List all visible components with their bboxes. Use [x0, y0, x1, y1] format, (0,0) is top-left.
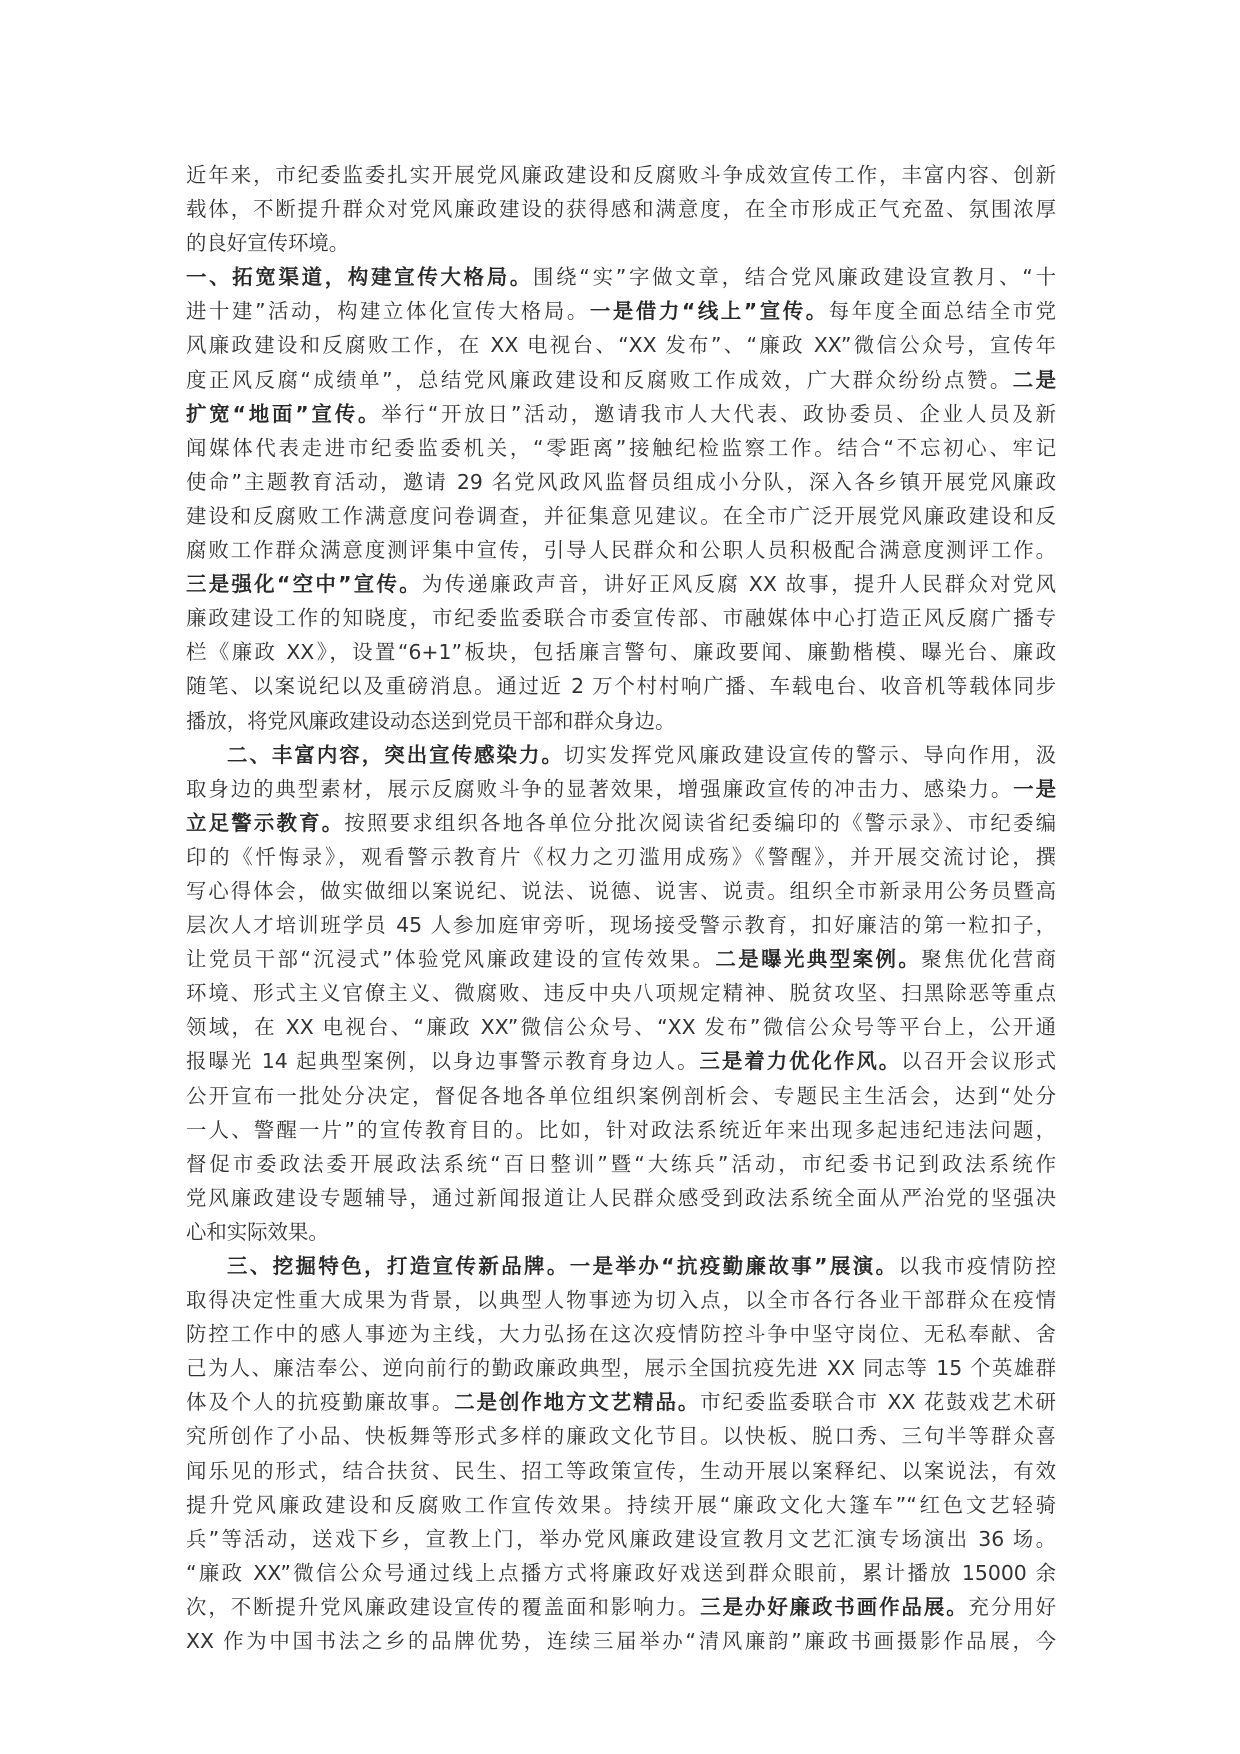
body-text: 进十建”活动，构建立体化宣传大格局。	[186, 299, 590, 324]
bold-heading-text: 三、挖掘特色，打造宣传新品牌。一是举办“抗疫勤廉故事”展演。	[227, 1254, 899, 1278]
body-text: 廉政建设工作的知晓度，市纪委监委联合市委宣传部、市融媒体中心打造正风反腐广播专	[186, 606, 1056, 631]
text-line	[186, 704, 1056, 738]
body-text: 督促市委政法委开展政法系统“百日整训”暨“大练兵”活动，市纪委书记到政法系统作	[186, 1151, 1056, 1176]
text-line	[186, 1488, 1056, 1522]
text-line	[186, 772, 1056, 806]
body-text: 载体，不断提升群众对党风廉政建设的获得感和满意度，在全市形成正气充盈、氛围浓厚	[186, 197, 1056, 222]
body-text: 腐败工作群众满意度测评集中宣传，引导人民群众和公职人员积极配合满意度测评工作。	[186, 538, 1056, 563]
body-text: 举行“开放日”活动，邀请我市人大代表、政协委员、企业人员及新	[381, 401, 1056, 426]
body-text: 层次人才培训班学员 45 人参加庭审旁听，现场接受警示教育，扣好廉洁的第一粒扣子，	[186, 913, 1056, 938]
text-line	[186, 499, 1056, 533]
body-text: 切实发挥党风廉政建设宣传的警示、导向作用，汲	[563, 742, 1056, 767]
text-line	[186, 942, 1056, 976]
text-line	[186, 1624, 1056, 1658]
body-text: 写心得体会，做实做细以案说纪、说法、说德、说害、说责。组织全市新录用公务员暨高	[186, 878, 1056, 903]
text-line	[186, 1181, 1056, 1215]
text-line	[186, 738, 1056, 772]
body-text: 近年来，市纪委监委扎实开展党风廉政建设和反腐败斗争成效宣传工作，丰富内容、创新	[186, 163, 1056, 187]
text-line	[186, 1079, 1056, 1113]
bold-heading-text: 三是办好廉政书画作品展。	[700, 1594, 969, 1619]
text-line	[186, 192, 1056, 226]
text-line	[186, 1351, 1056, 1385]
bold-heading-text: 扩宽“地面”宣传。	[186, 401, 382, 426]
text-line	[186, 431, 1056, 465]
body-text: XX 作为中国书法之乡的品牌优势，连续三届举办“清风廉韵”廉政书画摄影作品展，今	[186, 1629, 1056, 1654]
body-text: 栏《廉政 XX》，设置“6+1”板块，包括廉言警句、廉政要闻、廉勤楷模、曝光台、廉政	[186, 640, 1056, 665]
text-line	[186, 1010, 1056, 1044]
text-line	[186, 840, 1056, 874]
body-text: 究所创作了小品、快板舞等形式多样的廉政文化节目。以快板、脱口秀、三句半等群众喜	[186, 1424, 1056, 1449]
body-text: 聚焦优化营商	[921, 947, 1056, 972]
body-text: 让党员干部“沉浸式”体验党风廉政建设的宣传效果。	[186, 947, 716, 972]
text-line	[186, 601, 1056, 635]
text-line	[186, 908, 1056, 942]
body-text: 闻乐见的形式，结合扶贫、民生、招工等政策宣传，生动开展以案释纪、以案说法，有效	[186, 1458, 1056, 1483]
text-line	[186, 158, 1056, 192]
body-text: 党风廉政建设专题辅导，通过新闻报道让人民群众感受到政法系统全面从严治党的坚强决	[186, 1185, 1056, 1210]
text-line	[186, 1385, 1056, 1419]
body-text: 防控工作中的感人事迹为主线，大力弘扬在这次疫情防控斗争中坚守岗位、无私奉献、舍	[186, 1322, 1056, 1347]
body-text: 印的《忏悔录》，观看警示教育片《权力之刃滥用成殇》《警醒》，并开展交流讨论，撰	[186, 844, 1056, 869]
body-text: 己为人、廉洁奉公、逆向前行的勤政廉政典型，展示全国抗疫先进 XX 同志等 15 个英雄群	[186, 1356, 1056, 1381]
body-text: 为传递廉政声音，讲好正风反腐 XX 故事，提升人民群众对党风	[421, 572, 1056, 597]
text-line	[186, 363, 1056, 397]
body-text: 环境、形式主义官僚主义、微腐败、违反中央八项规定精神、脱贫攻坚、扫黑除恶等重点	[186, 981, 1056, 1006]
text-line	[186, 1044, 1056, 1078]
text-line	[186, 1522, 1056, 1556]
body-text: 度正风反腐“成绩单”，总结党风廉政建设和反腐败工作成效，广大群众纷纷点赞。	[186, 367, 1013, 392]
text-line	[186, 533, 1056, 567]
body-text: 公开宣布一批处分决定，督促各地各单位组织案例剖析会、专题民主生活会，达到“处分	[186, 1083, 1056, 1108]
text-line	[186, 635, 1056, 669]
body-text: 领域，在 XX 电视台、“廉政 XX”微信公众号、“XX 发布”微信公众号等平台上，公开通	[186, 1015, 1056, 1040]
body-text: 围绕“实”字做文章，结合党风廉政建设宣教月、“十	[533, 265, 1056, 290]
text-line	[186, 294, 1056, 328]
text-line	[186, 1147, 1056, 1181]
body-text: 体及个人的抗疫勤廉故事。	[186, 1390, 455, 1415]
text-line	[186, 465, 1056, 499]
body-text: 取得决定性重大成果为背景，以典型人物事迹为切入点，以全市各行各业干部群众在疫情	[186, 1288, 1056, 1313]
text-line	[186, 1556, 1056, 1590]
document-body	[186, 158, 1056, 1658]
text-line	[186, 567, 1056, 601]
text-line	[186, 806, 1056, 840]
text-line	[186, 397, 1056, 431]
bold-heading-text: 二、丰富内容，突出宣传感染力。	[227, 742, 564, 767]
body-text: 播放，将党风廉政建设动态送到党员干部和群众身边。	[186, 708, 676, 733]
text-line	[186, 1454, 1056, 1488]
body-text: 按照要求组织各地各单位分批次阅读省纪委编印的《警示录》、市纪委编	[344, 810, 1057, 835]
text-line	[186, 1419, 1056, 1453]
body-text: 以召开会议形式	[901, 1049, 1057, 1074]
text-line	[186, 328, 1056, 362]
text-line	[186, 260, 1056, 294]
bold-heading-text: 一是借力“线上”宣传。	[589, 299, 829, 324]
text-line	[186, 1317, 1056, 1351]
text-line	[186, 1249, 1056, 1283]
body-text: 的良好宣传环境。	[186, 231, 350, 256]
body-text: 报曝光 14 起典型案例，以身边事警示教育身边人。	[186, 1049, 700, 1074]
text-line	[186, 1590, 1056, 1624]
body-text: 以我市疫情防控	[898, 1254, 1056, 1278]
body-text: 兵”等活动，送戏下乡，宣教上门，举办党风廉政建设宣教月文艺汇演专场演出 36 场。	[186, 1526, 1056, 1551]
text-line	[186, 1215, 1056, 1249]
body-text: 闻媒体代表走进市纪委监委机关，“零距离”接触纪检监察工作。结合“不忘初心、牢记	[186, 435, 1056, 460]
bold-heading-text: 三是强化“空中”宣传。	[186, 572, 422, 597]
bold-heading-text: 一是	[1013, 776, 1056, 801]
text-line	[186, 1283, 1056, 1317]
body-text: 风廉政建设和反腐败工作，在 XX 电视台、“XX 发布”、“廉政 XX”微信公众号，宣传年	[186, 333, 1056, 358]
text-line	[186, 874, 1056, 908]
body-text: 次，不断提升党风廉政建设宣传的覆盖面和影响力。	[186, 1594, 701, 1619]
text-line	[186, 669, 1056, 703]
body-text: 市纪委监委联合市 XX 花鼓戏艺术研	[700, 1390, 1057, 1415]
body-text: “廉政 XX”微信公众号通过线上点播方式将廉政好戏送到群众眼前，累计播放 15000 余	[186, 1560, 1056, 1585]
body-text: 取身边的典型素材，展示反腐败斗争的显著效果，增强廉政宣传的冲击力、感染力。	[186, 776, 1014, 801]
bold-heading-text: 二是曝光典型案例。	[715, 947, 922, 972]
body-text: 随笔、以案说纪以及重磅消息。通过近 2 万个村村响广播、车载电台、收音机等载体同步	[186, 674, 1056, 699]
bold-heading-text: 二是	[1012, 367, 1057, 392]
body-text: 使命”主题教育活动，邀请 29 名党风政风监督员组成小分队，深入各乡镇开展党风廉政	[186, 469, 1056, 494]
body-text: 心和实际效果。	[186, 1219, 329, 1244]
bold-heading-text: 一、拓宽渠道，构建宣传大格局。	[186, 265, 534, 290]
bold-heading-text: 二是创作地方文艺精品。	[454, 1390, 701, 1415]
body-text: 每年度全面总结全市党	[828, 299, 1056, 324]
body-text: 一人、警醒一片”的宣传教育目的。比如，针对政法系统近年来出现多起违纪违法问题，	[186, 1117, 1056, 1142]
text-line	[186, 976, 1056, 1010]
text-line	[186, 226, 1056, 260]
body-text: 提升党风廉政建设和反腐败工作宣传效果。持续开展“廉政文化大篷车”“红色文艺轻骑	[186, 1492, 1056, 1517]
bold-heading-text: 三是着力优化作风。	[699, 1049, 902, 1074]
text-line	[186, 1113, 1056, 1147]
body-text: 充分用好	[968, 1594, 1057, 1619]
bold-heading-text: 立足警示教育。	[186, 810, 345, 835]
body-text: 建设和反腐败工作满意度问卷调查，并征集意见建议。在全市广泛开展党风廉政建设和反	[186, 503, 1056, 528]
